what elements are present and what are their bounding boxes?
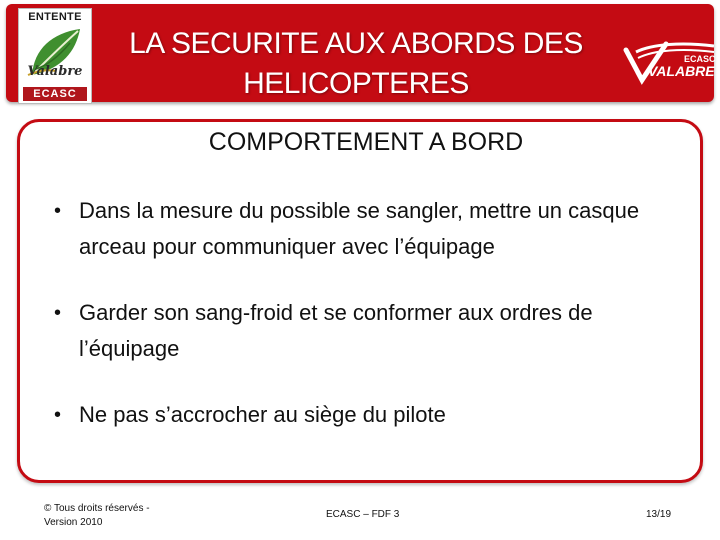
logo-right-top-text: ECASC: [684, 54, 716, 64]
title-line-2: HELICOPTERES: [243, 67, 469, 100]
logo-entente-text: ENTENTE: [28, 11, 82, 23]
footer-version: Version 2010: [44, 517, 103, 528]
bullet-dot: •: [54, 302, 62, 324]
bullet-text-1: Dans la mesure du possible se sangler, mettre un casque arceau pour communiquer avec l’équipage: [79, 198, 640, 259]
bullet-item-1: [52, 193, 672, 265]
footer-page-number: 13/19: [646, 509, 672, 520]
footer-copyright: [44, 502, 150, 530]
bullet-dot: •: [54, 200, 62, 222]
header-banner: [6, 4, 714, 102]
bullet-text-3: Ne pas s’accrocher au siège du pilote: [79, 402, 446, 427]
bullet-item-3: [52, 397, 672, 433]
logo-valabre-text: Valabre: [27, 64, 83, 79]
logo-ecasc-text: ECASC: [23, 87, 87, 101]
ecasc-valabre-logo: [622, 40, 718, 88]
entente-valabre-logo: [18, 8, 92, 104]
page-title: [106, 24, 606, 104]
logo-right-bottom-text: VALABRE: [648, 63, 715, 79]
footer-course-code: ECASC – FDF 3: [326, 509, 400, 520]
section-subtitle: COMPORTEMENT A BORD: [208, 128, 524, 156]
bullet-text-2: Garder son sang-froid et se conformer aux ordres de l’équipage: [79, 300, 593, 361]
footer-copyright-line-1: © Tous droits réservés -: [44, 503, 150, 514]
bullet-dot: •: [54, 404, 62, 426]
bullet-list: [52, 193, 672, 463]
title-line-1: LA SECURITE AUX ABORDS DES: [129, 27, 583, 60]
bullet-item-2: [52, 295, 672, 367]
